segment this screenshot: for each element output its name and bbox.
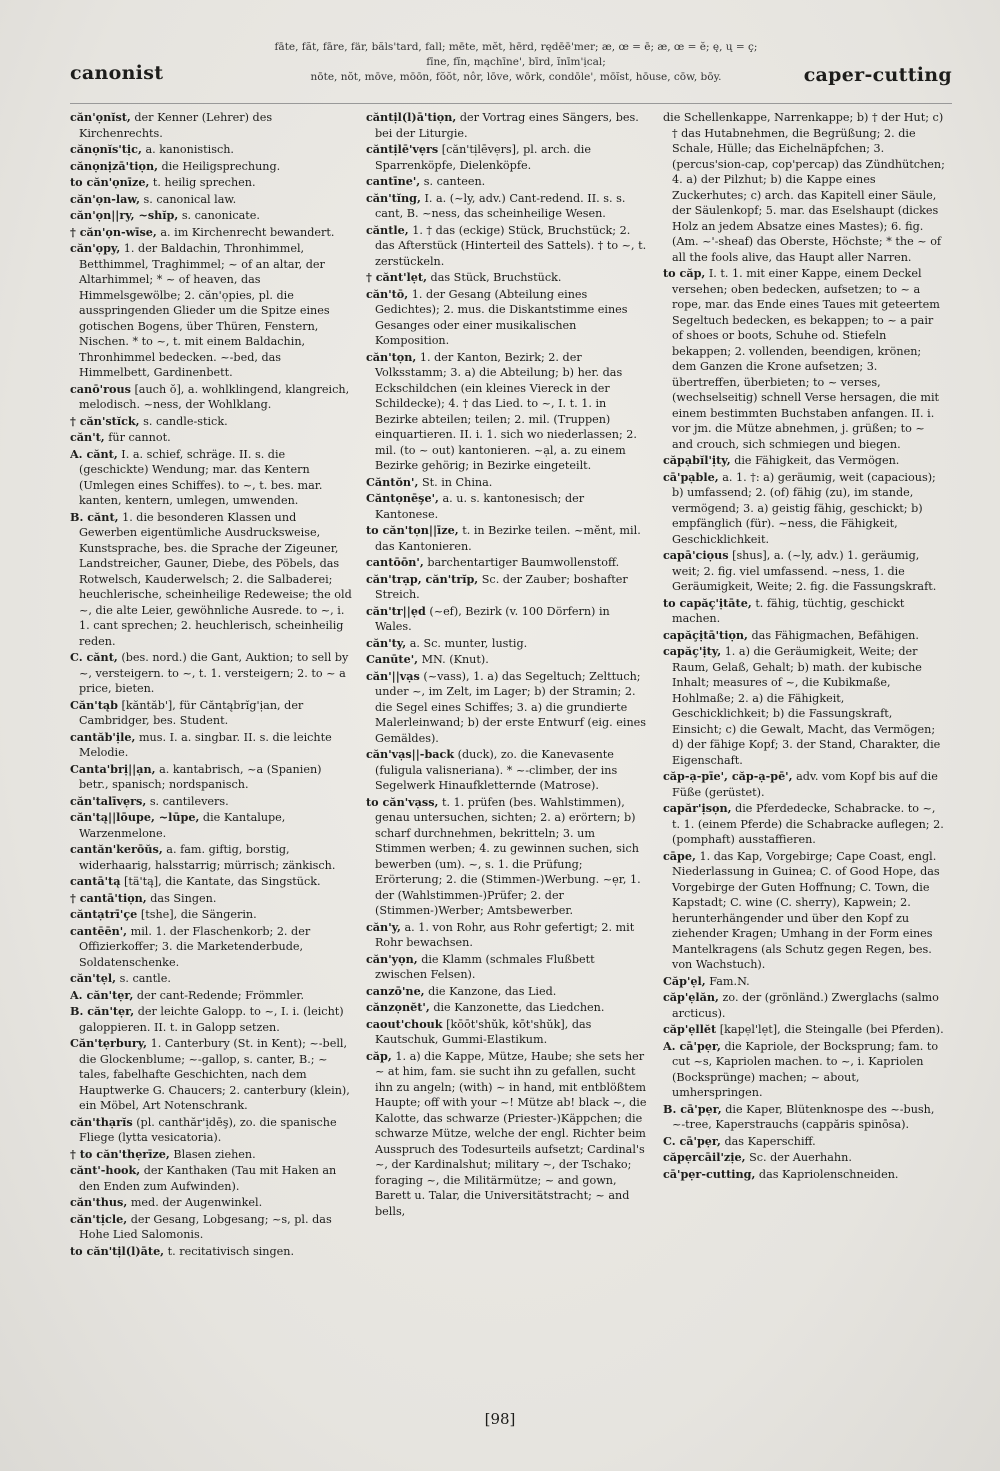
headword: căn'y, [366,919,401,934]
dictionary-entry [70,842,352,873]
headword: căn'tą||lōupe, ~lūpe, [70,810,200,824]
dictionary-entry [70,1004,352,1035]
headword: căn'tĭng, [366,190,421,205]
headword: căp'ẹlăn, [663,990,719,1004]
headword: cantēēn', [70,923,128,938]
pronunciation-line: fīne, fĭn, mąchīne', bīrd, ĭnīm'ịcal; [426,56,606,68]
dictionary-entry [70,730,352,761]
headword: căp-ạ-pīe', căp-ạ-pē', [663,769,793,783]
headword: Căn'tẹrbury, [70,1036,148,1050]
dictionary-entry [70,192,352,208]
definition: die Pferdedecke, Schabracke. to ~, t. 1. (einem Pferde) die Schabracke auflegen; 2. (pomphaft) ausstaffieren. [672,802,944,846]
page-header [70,40,952,102]
definition: barchentartiger Baumwollenstoff. [427,556,620,569]
dictionary-entry [70,241,352,381]
dictionary-entry [366,747,648,794]
definition: der leichte Galopp. to ~, I. i. (leicht) galoppieren. II. t. in Galopp setzen. [79,1005,344,1034]
definition: s. canonical law. [143,192,237,206]
headword: B. cănt, [70,509,119,524]
definition: [shus], a. (~ly, adv.) 1. geräumig, weit; 2. fig. viel umfassend. ~ness, 1. die Geräumigkeit, Weite; 2. fig. die Fassungskraft. [672,549,937,593]
dictionary-entry [70,874,352,890]
definition: s. canonicate. [181,209,260,222]
definition: s. cantilevers. [149,794,229,808]
headword: căntịl(l)ā'tiọn, [366,110,457,124]
headword: cantīne', [366,174,421,188]
dictionary-entry [366,491,648,522]
dictionary-entry [70,1212,352,1243]
headword: canō'rous [70,381,131,396]
headword: căn'thạrĭs [70,1114,133,1129]
headword: to capăç'ịtāte, [663,595,752,610]
headword: căn'trạp, căn'trĭp, [366,571,479,586]
definition: (~vass), 1. a) das Segeltuch; Zelttuch; under ~, im Zelt, im Lager; b) der Stramin; 2. die Segel eines Schiffes; 3. a) die grundierte Malerleinwand; b) der erste Entwurf (eig. eines Gemäldes). [375,669,647,745]
headword: A. cā'pẹr, [663,1038,721,1053]
headword: căntạtrī'çe [70,907,138,921]
headword: căn'vạs||-back [366,747,455,761]
definition: [tshe], die Sängerin. [140,908,257,921]
headword: Căntŏn', [366,474,419,489]
dictionary-entry [366,523,648,554]
headword: cănọnịzā'tiọn, [70,158,158,173]
definition: 1. a) die Kappe, Mütze, Haube; she sets her ~ at him, fam. sie sucht ihn zu gefallen, sucht ihn zu angeln; (with) ~ in hand, mit entblößtem Haupte; off with your ~! Mütze ab! black ~, die Kalotte, das schwarze (Priester-)Käppchen; die schwarze Mütze, welche der engl. Richter beim Ausspruch des Todesurteils aufsetzt; Cardinal's ~, der Kardinalshut; military ~, der Tschako; foraging ~, die Militärmütze; ~ and gown, Barett u. Talar, die Universitätstracht; ~ and bells, [375,1049,647,1218]
dictionary-entry [366,287,648,349]
definition: die Fähigkeit, das Vermögen. [734,454,900,467]
dictionary-entry [366,142,648,173]
headword: cāpe, [663,848,696,863]
headword: căn'yọn, [366,951,418,966]
dictionary-entry [663,548,945,595]
guide-word-right: caper-cutting [803,64,952,86]
definition: 1. der Baldachin, Thronhimmel, Betthimmel, Traghimmel; ~ of an altar, der Altarhimmel; * ~ of heaven, das Himmelsgewölbe; 2. căn'ọpies, pl. die ausspringenden Glieder um die Spitze eines gotischen Bogens, über Thüren, Fenstern, Nischen. * to ~, t. mit einem Baldachin, Thronhimmel bedecken. ~-bed, das Himmelbett, Gardinenbett. [79,242,330,379]
headword: căpẹrcāil'zịe, [663,1150,746,1164]
dictionary-entry [663,990,945,1021]
dictionary-entry [366,555,648,571]
header-rule [70,103,952,104]
dictionary-entry [366,572,648,603]
headword: † cantā'tiọn, [70,890,147,905]
dictionary-entry [663,1039,945,1101]
dictionary-entry [70,1195,352,1211]
headword: cā'pạble, [663,469,719,484]
definition: MN. (Knut). [421,653,489,666]
definition: die Heiligsprechung. [161,159,281,173]
dictionary-entry [663,974,945,990]
dictionary-entry [366,475,648,491]
definition: das Kapriolenschneiden. [758,1167,899,1181]
dictionary-entry [366,604,648,635]
dictionary-entry [366,350,648,474]
headword: cănt'-hook, [70,1163,141,1177]
headword: to căn'tọn||īze, [366,523,459,537]
headword: to căn'vạss, [366,794,439,809]
definition: die Kanzone, das Lied. [428,984,557,998]
definition: die Kantalupe, Warzenmelone. [79,811,286,840]
dictionary-entry [70,794,352,810]
definition: Sc. der Zauber; boshafter Streich. [375,572,628,601]
headword: căn'tẹl, [70,971,117,985]
definition: die Klamm (schmales Flußbett zwischen Felsen). [375,952,595,981]
headword: caout'chouk [366,1016,443,1031]
definition: I. a. (~ly, adv.) Cant-redend. II. s. s. cant, B. ~ness, das scheinheilige Wesen. [375,191,626,220]
definition: t. 1. prüfen (bes. Wahlstimmen), genau untersuchen, sichten; 2. a) erörtern; b) scharf durchnehmen, bekritteln; 3. um Stimmen werben; 4. zu gewinnen suchen, sich bewerben (um). ~, s. 1. die Prüfung; Erörterung; 2. die (Stimmen-)Werbung. ~ẹr, 1. der (Wahlstimmen-)Prüfer; 2. der (Stimmen-)Werber; Amtsbewerber. [375,795,641,917]
headword: Canta'brị||ạn, [70,761,156,776]
definition: [auch ŏ], a. wohlklingend, klangreich, melodisch. ~ness, der Wohlklang. [79,382,350,411]
definition: 1. Canterbury (St. in Kent); ~-bell, die Glockenblume; ~-gallop, s. canter, B.; ~ tales, fabelhafte Geschichten, nach dem Hauptwerke G. Chaucers; 2. canterbury (klein), ein Möbel, Art Notenschrank. [79,1037,350,1112]
definition: a. 1. von Rohr, aus Rohr gefertigt; 2. mit Rohr bewachsen. [375,920,635,949]
definition: Blasen ziehen. [173,1147,256,1161]
headword: căn'tịcle, [70,1211,128,1226]
headword: canzō'ne, [366,983,425,998]
definition: Sc. der Auerhahn. [749,1151,852,1164]
dictionary-entry [70,430,352,446]
dictionary-entry [663,769,945,800]
guide-word-left: canonist [70,62,164,84]
dictionary-entry [366,110,648,141]
dictionary-entry [70,971,352,987]
definition: das Fähigmachen, Befähigen. [751,628,919,642]
headword: căn'ọpy, [70,241,121,255]
dictionary-entry [663,1022,945,1038]
dictionary-entry [366,795,648,919]
headword: to căn'ọnīze, [70,175,150,189]
dictionary-entry [663,470,945,548]
dictionary-entry [663,266,945,452]
headword: C. cā'pẹr, [663,1133,721,1148]
headword: Căntọnēşe', [366,491,439,505]
definition: a. 1. †: a) geräumig, weit (capacious); b) umfassend; 2. (of) fähig (zu), im stande, vermögend; 3. a) geistig fähig, geschickt; b) empfänglich (für). ~ness, die Fähigkeit, Geschicklichkeit. [672,470,936,546]
definition: 1. die besonderen Klassen und Gewerben eigentümliche Ausdrucksweise, Kunstsprache, bes. die Sprache der Zigeuner, Landstreicher, Gauner, Diebe, des Pöbels, das Rotwelsch, Kauderwelsch; 2. die Salbaderei; heuchlerische, scheinheilige Redeweise; the old ~, die alte Leier, gewöhnliche Ausrede. to ~, i. 1. cant sprechen; 2. heuchlerisch, scheinheilig reden. [79,510,352,648]
headword: cantā'tą [70,874,121,888]
headword: capăç'ịty, [663,644,722,658]
dictionary-entry [366,669,648,747]
definition: a. Sc. munter, lustig. [409,636,528,650]
dictionary-entry [70,175,352,191]
headword: căn'||vạs [366,668,420,683]
definition: a. kanonistisch. [145,143,234,156]
headword: capā'ciọus [663,548,729,562]
definition: t. in Bezirke teilen. ~mĕnt, mil. das Kantonieren. [375,524,641,553]
definition: die Kanzonette, das Liedchen. [433,1001,605,1014]
headword: B. căn'tẹr, [70,1004,135,1018]
dictionary-entry [366,1049,648,1220]
definition: t. recitativisch singen. [167,1244,295,1258]
headword: C. cănt, [70,650,118,664]
headword: căn'ọnĭst, [70,110,131,124]
headword: cantăn'kerōŭs, [70,842,163,856]
dictionary-entry [366,1017,648,1048]
definition: [kōōt'shŭk, kōt'shŭk], das Kautschuk, Gummi-Elastikum. [375,1017,592,1046]
dictionary-entry [663,1150,945,1166]
entry-columns [70,110,955,1400]
dictionary-entry [366,920,648,951]
headword: cantăb'ịle, [70,729,136,744]
headword: † căn'stĭck, [70,413,140,428]
headword: to căp, [663,266,706,280]
definition: 1. der Kanton, Bezirk; 2. der Volksstamm; 3. a) die Abteilung; b) her. das Eckschildchen (ein kleines Viereck in der Schildecke); 4. † das Lied. to ~, I. t. 1. in Bezirke abteilen; teilen; 2. mil. (Truppen) einquartieren. II. i. 1. sich wo niederlassen; 2. mil. (to ~ out) kantonieren. ~ạl, a. zu einem Bezirke gehörig; in Bezirke eingeteilt. [375,350,637,472]
dictionary-entry [663,1167,945,1183]
definition: der Kenner (Lehrer) des Kirchenrechts. [79,111,273,140]
dictionary-entry [663,1102,945,1133]
definition: s. cantle. [119,972,171,985]
headword: căn'talīvẹrs, [70,793,147,808]
definition: (~ef), Bezirk (v. 100 Dörfern) in Wales. [375,604,610,633]
dictionary-entry [70,447,352,509]
dictionary-entry [663,644,945,768]
headword: căn'thus, [70,1195,128,1209]
headword: Căn'tąb [70,697,118,712]
headword: † căn'ọn-wīse, [70,224,157,239]
headword: Canūte', [366,652,419,666]
dictionary-entry [663,801,945,848]
headword: cănọnĭs'tịc, [70,142,142,156]
definition: 1. a) die Geräumigkeit, Weite; der Raum, Gelaß, Gehalt; b) math. der kubische Inhalt; measures of ~, die Kubikmaße, Hohlmaße; 2. a) die Fähigkeit, Geschicklichkeit; b) die Fassungskraft, Einsicht; c) die Gewalt, Macht, das Vermögen; d) der fähige Kopf; 3. der Stand, Charakter, die Eigenschaft. [672,645,941,767]
definition: t. fähig, tüchtig, geschickt machen. [672,596,905,625]
definition: [căn'tịlēvẹrs], pl. arch. die Sparrenköpfe, Dielenköpfe. [375,143,591,172]
definition: die Schellenkappe, Narrenkappe; b) † der Hut; c) † das Hutabnehmen, die Begrüßung; 2. die Schale, Hülle; das Eichelnäpfchen; 3. (percus'sion-cap, cop'percap) das Zündhütchen; 4. a) der Pilzhut; b) die Kappe eines Zuckerhutes; c) arch. das Kapitell einer Säule, der Säulenkopf; 5. mar. das Eselshaupt (dickes Holz an jedem Absatze eines Mastes); 6. fig. (Am. ~'-sheaf) das Oberste, Höchste; * the ~ of all the fools alive, das Haupt aller Narren. [663,111,945,264]
dictionary-entry [70,907,352,923]
headword: A. cănt, [70,446,118,461]
dictionary-entry [366,652,648,668]
pronunciation-line: fāte, făt, fāre, fär, băls'tard, fall; mēte, mĕt, hērd, rędēē'mer; æ, œ = ē; æ, œ = ĕ; ę, ų = ç; [274,41,758,53]
dictionary-entry [366,191,648,222]
column-2 [366,110,648,1400]
dictionary-entry [70,924,352,971]
page-number: [98] [484,1410,516,1428]
headword: căp'ẹllĕt [663,1022,717,1036]
definition: der Gesang, Lobgesang; ~s, pl. das Hohe Lied Salomonis. [79,1212,332,1241]
definition: Fam.N. [709,974,750,988]
headword: căntịlē'vẹrs [366,142,439,156]
definition: die Kapriole, der Bocksprung; fam. to cut ~s, Kapriolen machen. to ~, i. Kapriolen (Bocksprünge) machen; ~ about, umherspringen. [672,1039,939,1099]
definition: [tä'tą], die Kantate, das Singstück. [124,875,321,888]
definition: St. in China. [421,475,493,489]
definition: (duck), zo. die Kanevasente (fuligula valisneriana). * ~-climber, der ins Segelwerk Hinaufkletternde (Matrose). [375,748,618,792]
definition: [kapẹl'lẹt], die Steingalle (bei Pferden). [719,1023,944,1036]
definition: das Kaperschiff. [724,1134,816,1148]
column-1 [70,110,352,1400]
definition: die Kaper, Blütenknospe des ~-bush, ~-tree, Kaperstrauchs (cappăris spinōsa). [672,1102,935,1131]
dictionary-entry [70,762,352,793]
pronunciation-key [230,40,802,85]
definition: für cannot. [108,431,171,444]
dictionary-entry [663,1134,945,1150]
pronunciation-line: nōte, nŏt, mōve, mōōn, fŏŏt, nôr, lōve, wōrk, condōle', mōĭst, hōuse, cōw, bōy. [310,71,722,83]
definition: t. heilig sprechen. [152,176,256,189]
dictionary-entry [663,849,945,973]
dictionary-entry [366,223,648,270]
definition: [kăntăb'], für Căntąbrĭg'ịan, der Cambridger, bes. Student. [79,698,304,727]
dictionary-entry [663,596,945,627]
definition: mus. I. a. singbar. II. s. die leichte Melodie. [79,730,332,759]
headword: căn'ọn||ry, ~shĭp, [70,208,179,222]
definition: a. im Kirchenrecht bewandert. [160,225,335,239]
dictionary-entry [70,1163,352,1194]
dictionary-entry [70,414,352,430]
definition: a. fam. giftig, borstig, widerhaarig, halsstarrig; mürrisch; zänkisch. [79,843,336,872]
definition: der cant-Redende; Frömmler. [136,988,305,1002]
headword: cănzọnĕt', [366,1000,430,1014]
headword: cantōōn', [366,555,424,569]
headword: căpạbĭl'ịty, [663,453,731,467]
headword: B. cā'pẹr, [663,1101,722,1116]
dictionary-entry [70,698,352,729]
definition: 1. das Kap, Vorgebirge; Cape Coast, engl. Niederlassung in Guinea; C. of Good Hope, das Vorgebirge der Guten Hoffnung; C. Town, die Kapstadt; C. wine (C. sherry), Kapwein; 2. herunterhängender und über den Kopf zu ziehender Kragen; Umhang in der Form eines Mantelkragens (als Schutz gegen Regen, bes. von Wachstuch). [672,849,940,971]
column-3 [663,110,945,1400]
definition: zo. der (grönländ.) Zwerglachs (salmo arcticus). [672,991,939,1020]
definition: 1. der Gesang (Abteilung eines Gedichtes); 2. mus. die Diskantstimme eines Gesanges oder einer musikalischen Komposition. [375,287,628,347]
dictionary-entry [70,891,352,907]
dictionary-entry [70,1147,352,1163]
dictionary-entry [70,1115,352,1146]
headword: căn'tō, [366,286,409,301]
dictionary-entry [366,174,648,190]
definition: das Stück, Bruchstück. [430,271,562,284]
headword: căn'ty, [366,635,407,650]
definition: I. a. schief, schräge. II. s. die (geschickte) Wendung; mar. das Kentern (Umlegen eines Schiffes). to ~, t. bes. mar. kanten, kentern, umlegen, umwenden. [79,447,323,507]
dictionary-entry [366,1000,648,1016]
headword: A. căn'tẹr, [70,987,134,1002]
definition: (pl. canthăr'ịdēş), zo. die spanische Fliege (lytta vesicatoria). [79,1115,337,1144]
headword: căp, [366,1048,392,1063]
headword: căn'tr||ẹd [366,603,426,618]
headword: Căp'ẹl, [663,973,706,988]
definition: a. u. s. kantonesisch; der Kantonese. [375,492,585,521]
dictionary-entry [70,159,352,175]
definition: adv. vom Kopf bis auf die Füße (gerüstet). [672,770,938,799]
definition: s. canteen. [423,175,486,188]
dictionary-entry [70,1244,352,1260]
dictionary-entry [70,110,352,141]
definition: der Vortrag eines Sängers, bes. bei der Liturgie. [375,111,639,140]
dictionary-entry [663,110,945,265]
dictionary-entry [366,270,648,286]
definition: s. candle-stick. [143,414,228,428]
definition: 1. † das (eckige) Stück, Bruchstück; 2. das Afterstück (Hinterteil des Sattels). † to ~, t. zerstückeln. [375,223,647,268]
definition: (bes. nord.) die Gant, Auktion; to sell by ~, versteigern. to ~, t. 1. versteigern; 2. to ~ a price, bieten. [79,651,349,695]
dictionary-entry [70,510,352,650]
definition: a. kantabrisch, ~a (Spanien) betr., spanisch; nordspanisch. [79,762,322,791]
headword: † cănt'lẹt, [366,270,427,284]
dictionary-entry [70,810,352,841]
headword: căn't, [70,430,105,444]
dictionary-entry [366,984,648,1000]
dictionary-entry [70,1036,352,1114]
dictionary-entry [70,382,352,413]
headword: căn'ọn-law, [70,191,140,206]
dictionary-entry [366,636,648,652]
definition: I. t. 1. mit einer Kappe, einem Deckel versehen; oben bedecken, aufsetzen; to ~ a rope, mar. das Ende eines Taues mit geteertem Segeltuch bedecken, es bekappen; to ~ a pair of shoes or boots, Schuhe od. Stiefeln bekappen; 2. vollenden, beendigen, krönen; dem Ganzen die Krone aufsetzen; 3. übertreffen, überbieten; to ~ verses, (wechselseitig) schnell Verse hersagen, die mit einem bestimmten Buchstaben anfangen. II. i. vor jm. die Mütze abnehmen, j. grüßen; to ~ and crouch, sich schmiegen und biegen. [672,267,940,451]
headword: † to căn'thẹrīze, [70,1146,170,1161]
headword: căntle, [366,222,409,237]
headword: to căn'tịl(l)āte, [70,1243,165,1258]
dictionary-entry [70,208,352,224]
dictionary-entry [70,225,352,241]
headword: capăr'ịsọn, [663,801,732,815]
dictionary-entry [70,988,352,1004]
dictionary-entry [663,453,945,469]
dictionary-entry [366,952,648,983]
dictionary-entry [663,628,945,644]
definition: med. der Augenwinkel. [130,1196,263,1209]
dictionary-entry [70,142,352,158]
headword: capăçịtā'tiọn, [663,627,748,642]
headword: căn'tọn, [366,349,417,364]
definition: mil. 1. der Flaschenkorb; 2. der Offizierkoffer; 3. die Marketenderbude, Soldatenschenke. [79,924,311,969]
definition: das Singen. [150,891,217,905]
dictionary-entry [70,650,352,697]
definition: der Kanthaken (Tau mit Haken an den Enden zum Aufwinden). [79,1164,337,1193]
headword: cā'pẹr-cutting, [663,1166,756,1181]
